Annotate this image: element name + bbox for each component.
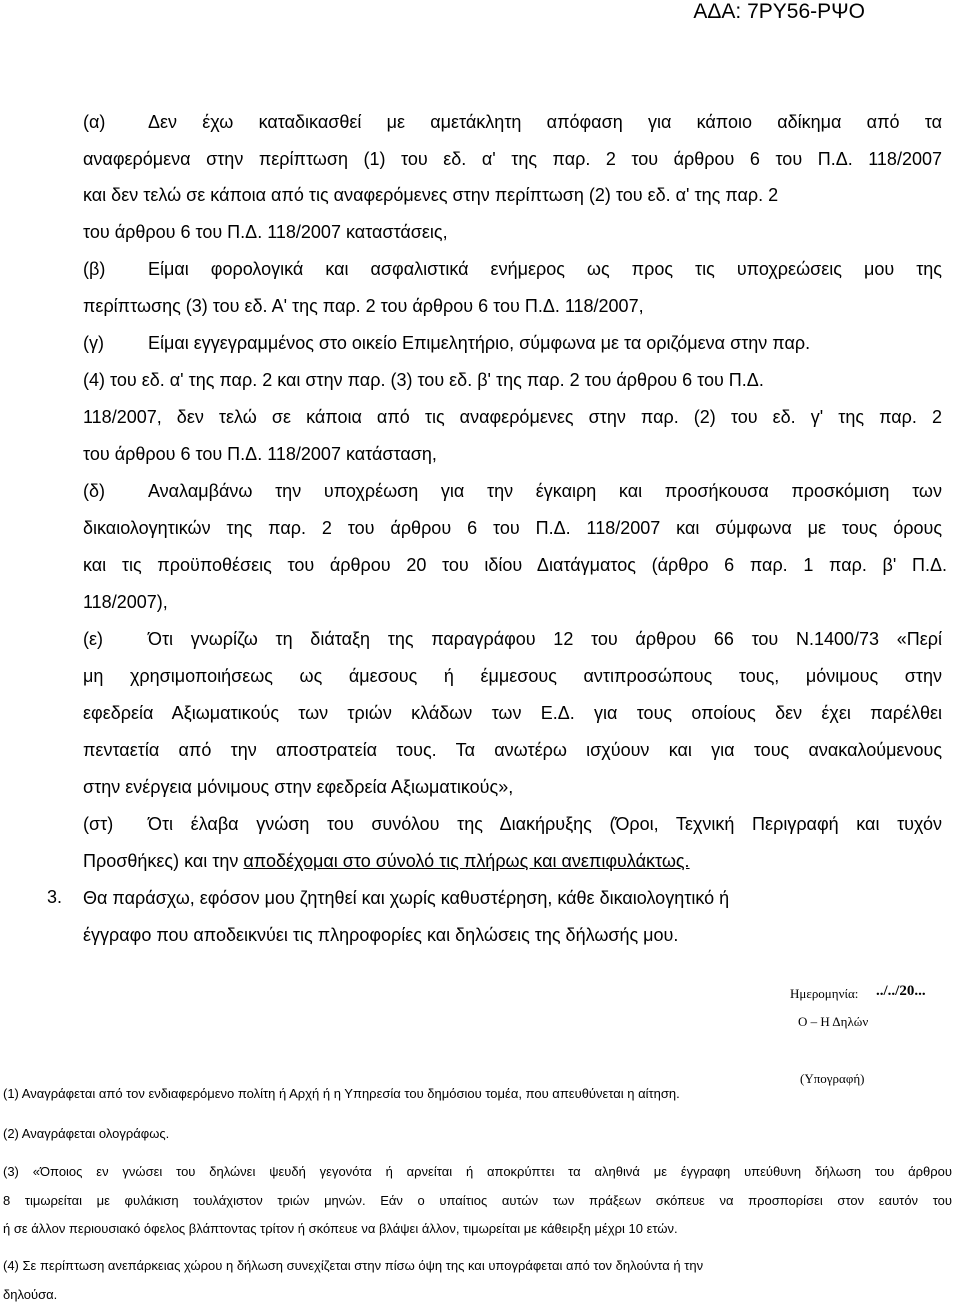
ada-code: ΑΔΑ: 7ΡΥ56-ΡΨΟ — [693, 0, 865, 23]
item-d-line-3: και τις προϋποθέσεις του άρθρου 20 του ιδίου Διατάγματος (άρθρο 6 παρ. 1 παρ. β' Π.Δ. — [83, 555, 947, 575]
item-f-label: (στ) — [83, 814, 114, 834]
item-e-label: (ε) — [83, 629, 104, 649]
item-c-line-2: (4) του εδ. α' της παρ. 2 και στην παρ. (3) του εδ. β' της παρ. 2 του άρθρου 6 του Π.Δ. — [83, 370, 764, 390]
item-b-line-1 — [83, 258, 942, 280]
item-c-line-1 — [83, 332, 942, 354]
item-c-line-4: του άρθρου 6 του Π.Δ. 118/2007 κατάσταση, — [83, 444, 437, 464]
item-f-underlined-text: αποδέχομαι στο σύνολό τις πλήρως και ανεπιφυλάκτως. — [243, 851, 690, 871]
footnote-3-line-3: ή σε άλλον περιουσιακό όφελος βλάπτοντας τρίτον ή σκόπευε να βλάψει άλλον, τιμωρείται με κάθειρξη μέχρι 10 ετών. — [3, 1221, 678, 1236]
item-c-text: Είμαι εγγεγραμμένος στο οικείο Επιμελητήριο, σύμφωνα με τα οριζόμενα στην παρ. — [148, 333, 811, 353]
item-d-line-2: δικαιολογητικών της παρ. 2 του άρθρου 6 του Π.Δ. 118/2007 και σύμφωνα με τους όρους — [83, 518, 942, 538]
item-a-line-1 — [83, 111, 942, 133]
item-a-line-2: αναφερόμενα στην περίπτωση (1) του εδ. α' της παρ. 2 του άρθρου 6 του Π.Δ. 118/2007 — [83, 149, 942, 169]
item-3-number: 3. — [47, 887, 63, 907]
item-a-label: (α) — [83, 112, 106, 132]
footnote-3-line-1: (3) «Όποιος εν γνώσει του δηλώνει ψευδή γεγονότα ή αρνείται ή αποκρύπτει τα αληθινά με έγγραφη υπεύθυνη δήλωση του άρθρου — [3, 1164, 952, 1179]
item-b-label: (β) — [83, 259, 106, 279]
item-e-line-3: εφεδρεία Αξιωματικούς των τριών κλάδων των Ε.Δ. για τους οποίους δεν έχει παρέλθει — [83, 703, 942, 723]
date-label: Ημερομηνία: — [790, 986, 859, 1001]
item-c-line-3: 118/2007, δεν τελώ σε κάποια από τις αναφερόμενες στην παρ. (2) του εδ. γ' της παρ. 2 — [83, 407, 942, 427]
item-f-plain-text: Προσθήκες) και την — [83, 851, 244, 871]
item-c-label: (γ) — [83, 333, 104, 353]
footnote-2: (2) Αναγράφεται ολογράφως. — [3, 1126, 170, 1141]
item-f-text: Ότι έλαβα γνώση του συνόλου της Διακήρυξης (Όροι, Τεχνική Περιγραφή και τυχόν — [148, 814, 942, 834]
item-e-line-2: μη χρησιμοποιήσεως ως άμεσους ή έμμεσους αντιπροσώπους τους, μόνιμους στην — [83, 666, 942, 686]
footnote-4-line-2: δηλούσα. — [3, 1287, 58, 1302]
item-b-text: Είμαι φορολογικά και ασφαλιστικά ενήμερος ως προς τις υποχρεώσεις μου της — [148, 259, 942, 279]
item-3-line-2: έγγραφο που αποδεικνύει τις πληροφορίες και δηλώσεις της δήλωσής μου. — [83, 925, 679, 945]
declarant-label: Ο – Η Δηλών — [798, 1014, 869, 1029]
item-a-text: Δεν έχω καταδικασθεί με αμετάκλητη απόφαση για κάποιο αδίκημα από τα — [148, 112, 942, 132]
item-e-line-1 — [83, 628, 942, 650]
item-d-line-4: 118/2007), — [83, 592, 168, 612]
item-e-line-5: στην ενέργεια μόνιμους στην εφεδρεία Αξιωματικούς», — [83, 777, 514, 797]
date-value: ../../20... — [876, 983, 926, 999]
footnote-4-line-1: (4) Σε περίπτωση ανεπάρκειας χώρου η δήλωση συνεχίζεται στην πίσω όψη της και υπογράφεται από τον δηλούντα ή την — [3, 1258, 704, 1273]
item-f-line-1 — [83, 813, 942, 835]
item-b-line-2: περίπτωσης (3) του εδ. Α' της παρ. 2 του άρθρου 6 του Π.Δ. 118/2007, — [83, 296, 644, 316]
item-a-line-3: και δεν τελώ σε κάποια από τις αναφερόμενες στην περίπτωση (2) του εδ. α' της παρ. 2 — [83, 185, 779, 205]
item-a-line-4: του άρθρου 6 του Π.Δ. 118/2007 καταστάσεις, — [83, 222, 448, 242]
item-3-line-1: Θα παράσχω, εφόσον μου ζητηθεί και χωρίς καθυστέρηση, κάθε δικαιολογητικό ή — [83, 888, 730, 908]
item-d-text: Αναλαμβάνω την υποχρέωση για την έγκαιρη και προσήκουσα προσκόμιση των — [148, 481, 942, 501]
item-f-line-2 — [83, 850, 942, 872]
footnote-1: (1) Αναγράφεται από τον ενδιαφερόμενο πολίτη ή Αρχή ή η Υπηρεσία του δημόσιου τομέα, που απευθύνεται η αίτηση. — [3, 1086, 680, 1101]
item-d-line-1 — [83, 480, 942, 502]
signature-label: (Υπογραφή) — [800, 1071, 865, 1086]
item-e-text: Ότι γνωρίζω τη διάταξη της παραγράφου 12 του άρθρου 66 του Ν.1400/73 «Περί — [148, 629, 942, 649]
footnote-3-line-2: 8 τιμωρείται με φυλάκιση τουλάχιστον τριών μηνών. Εάν ο υπαίτιος αυτών των πράξεων σκόπευε να προσπορίσει στον εαυτόν του — [3, 1193, 952, 1208]
item-e-line-4: πενταετία από την αποστρατεία τους. Τα ανωτέρω ισχύουν και για τους ανακαλούμενους — [83, 740, 942, 760]
item-d-label: (δ) — [83, 481, 106, 501]
